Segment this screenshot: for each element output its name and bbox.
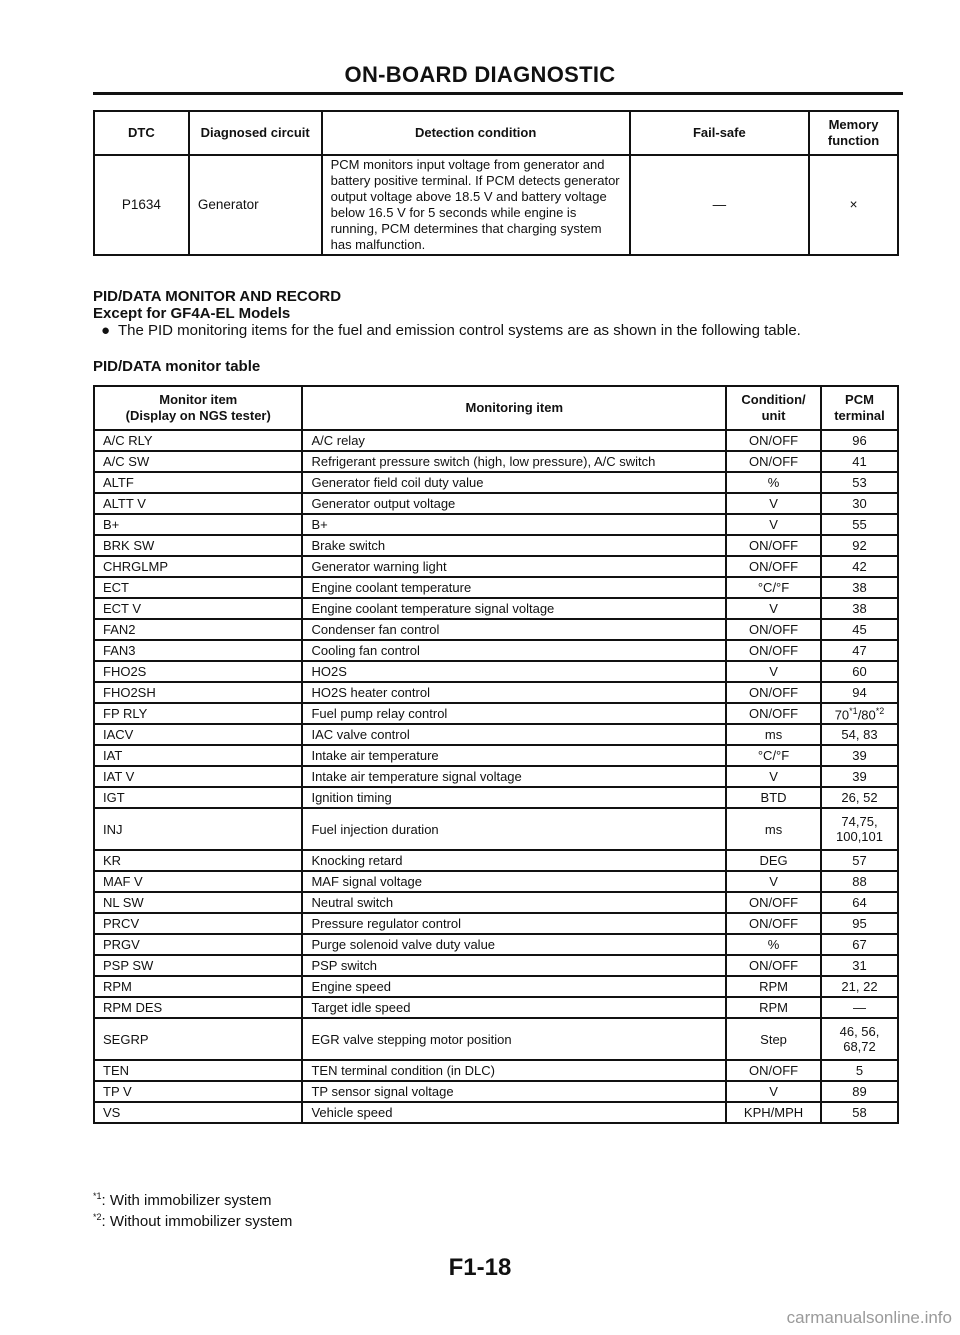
pid-header-pcm-line2: terminal xyxy=(834,408,885,423)
pid-header-condition xyxy=(726,386,821,430)
condition-unit-cell: ON/OFF xyxy=(726,556,821,577)
table-row xyxy=(94,472,898,493)
pcm-terminal-cell: 96 xyxy=(821,430,898,451)
table-caption: PID/DATA monitor table xyxy=(93,358,261,375)
watermark: carmanualsonline.info xyxy=(786,1308,952,1327)
monitor-item-cell: PSP SW xyxy=(94,955,302,976)
bullet-text: The PID monitoring items for the fuel and emission control systems are as shown in the following table. xyxy=(118,322,801,339)
condition-unit-cell: % xyxy=(726,934,821,955)
table-row xyxy=(94,682,898,703)
dtc-header-circuit: Diagnosed circuit xyxy=(189,111,322,155)
dtc-code: P1634 xyxy=(94,155,189,255)
monitoring-item-cell: IAC valve control xyxy=(302,724,726,745)
monitor-item-cell: FHO2SH xyxy=(94,682,302,703)
pcm-terminal-cell: 67 xyxy=(821,934,898,955)
condition-unit-cell: % xyxy=(726,472,821,493)
monitor-item-cell: FHO2S xyxy=(94,661,302,682)
monitor-item-cell: KR xyxy=(94,850,302,871)
bullet-icon: ● xyxy=(101,322,111,339)
monitor-item-cell: IGT xyxy=(94,787,302,808)
table-row xyxy=(94,1102,898,1123)
monitor-item-cell: A/C SW xyxy=(94,451,302,472)
monitoring-item-cell: Intake air temperature xyxy=(302,745,726,766)
dtc-condition: PCM monitors input voltage from generator and battery positive terminal. If PCM detects generator output voltage above 18.5 V and battery voltage below 16.5 V for 5 seconds while engine is running, PCM determines that charging system has malfunction. xyxy=(322,155,630,255)
page-title: ON-BOARD DIAGNOSTIC xyxy=(344,62,616,87)
monitor-item-cell: BRK SW xyxy=(94,535,302,556)
condition-unit-cell: ON/OFF xyxy=(726,955,821,976)
monitoring-item-cell: Condenser fan control xyxy=(302,619,726,640)
pcm-terminal-cell: 55 xyxy=(821,514,898,535)
monitoring-item-cell: Generator field coil duty value xyxy=(302,472,726,493)
monitoring-item-cell: A/C relay xyxy=(302,430,726,451)
table-row xyxy=(94,619,898,640)
monitoring-item-cell: Engine coolant temperature signal voltage xyxy=(302,598,726,619)
pid-header-pcm xyxy=(821,386,898,430)
pid-table-body xyxy=(94,430,898,1123)
pcm-terminal-cell: 60 xyxy=(821,661,898,682)
monitoring-item-cell: HO2S heater control xyxy=(302,682,726,703)
pcm-terminal-cell: 21, 22 xyxy=(821,976,898,997)
condition-unit-cell: RPM xyxy=(726,997,821,1018)
condition-unit-cell: ON/OFF xyxy=(726,1060,821,1081)
pid-header-monitor-item-line1: Monitor item xyxy=(159,392,238,407)
table-row xyxy=(94,661,898,682)
condition-unit-cell: ON/OFF xyxy=(726,451,821,472)
pcm-terminal-cell: 39 xyxy=(821,745,898,766)
pcm-terminal-line2: 68,72 xyxy=(843,1039,876,1054)
pcm-terminal-cell: 45 xyxy=(821,619,898,640)
condition-unit-cell: ON/OFF xyxy=(726,535,821,556)
monitor-item-cell: VS xyxy=(94,1102,302,1123)
footnote-2 xyxy=(93,1209,292,1230)
monitoring-item-cell: EGR valve stepping motor position xyxy=(302,1018,726,1060)
table-row xyxy=(94,745,898,766)
monitoring-item-cell: Brake switch xyxy=(302,535,726,556)
pcm-terminal-cell: 31 xyxy=(821,955,898,976)
monitor-item-cell: A/C RLY xyxy=(94,430,302,451)
monitor-item-cell: PRCV xyxy=(94,913,302,934)
monitor-item-cell: FAN2 xyxy=(94,619,302,640)
condition-unit-cell: RPM xyxy=(726,976,821,997)
pid-header-pcm-line1: PCM xyxy=(845,392,874,407)
pcm-terminal-line2: 100,101 xyxy=(836,829,883,844)
bullet-item xyxy=(101,322,801,339)
table-row xyxy=(94,850,898,871)
monitoring-item-cell: TP sensor signal voltage xyxy=(302,1081,726,1102)
pcm-terminal-cell: 38 xyxy=(821,577,898,598)
monitoring-item-cell: Engine coolant temperature xyxy=(302,577,726,598)
dtc-failsafe: — xyxy=(630,155,809,255)
monitoring-item-cell: Ignition timing xyxy=(302,787,726,808)
condition-unit-cell: DEG xyxy=(726,850,821,871)
title-rule xyxy=(93,92,903,95)
condition-unit-cell: V xyxy=(726,1081,821,1102)
pid-header-row xyxy=(94,386,898,430)
condition-unit-cell: ON/OFF xyxy=(726,682,821,703)
monitoring-item-cell: Neutral switch xyxy=(302,892,726,913)
monitor-item-cell: MAF V xyxy=(94,871,302,892)
pcm-terminal-cell: 39 xyxy=(821,766,898,787)
dtc-header-dtc: DTC xyxy=(94,111,189,155)
footnote-1 xyxy=(93,1188,292,1209)
pid-header-condition-line1: Condition/ xyxy=(741,392,806,407)
table-row xyxy=(94,430,898,451)
condition-unit-cell: ms xyxy=(726,808,821,850)
pcm-terminal-cell: 88 xyxy=(821,871,898,892)
table-row xyxy=(94,871,898,892)
pcm-terminal-cell: 26, 52 xyxy=(821,787,898,808)
table-row xyxy=(94,787,898,808)
monitoring-item-cell: PSP switch xyxy=(302,955,726,976)
pcm-terminal-cell: 42 xyxy=(821,556,898,577)
condition-unit-cell: ON/OFF xyxy=(726,640,821,661)
monitor-item-cell: SEGRP xyxy=(94,1018,302,1060)
table-row xyxy=(94,934,898,955)
condition-unit-cell: ms xyxy=(726,724,821,745)
table-row xyxy=(94,598,898,619)
monitor-item-cell: B+ xyxy=(94,514,302,535)
table-row xyxy=(94,493,898,514)
monitor-item-cell: TEN xyxy=(94,1060,302,1081)
pcm-terminal-cell: 30 xyxy=(821,493,898,514)
table-row xyxy=(94,1060,898,1081)
monitoring-item-cell: Generator warning light xyxy=(302,556,726,577)
pid-header-condition-line2: unit xyxy=(761,408,786,423)
condition-unit-cell: V xyxy=(726,661,821,682)
pcm-terminal-cell: 89 xyxy=(821,1081,898,1102)
condition-unit-cell: ON/OFF xyxy=(726,703,821,724)
pcm-terminal-cell: 41 xyxy=(821,451,898,472)
condition-unit-cell: BTD xyxy=(726,787,821,808)
monitor-item-cell: ALTT V xyxy=(94,493,302,514)
pcm-terminal-cell: 53 xyxy=(821,472,898,493)
section-heading: PID/DATA MONITOR AND RECORD xyxy=(93,288,342,305)
pcm-terminal-cell: 5 xyxy=(821,1060,898,1081)
footnote-2-text: : Without immobilizer system xyxy=(101,1213,293,1230)
pid-header-monitor-item-line2: (Display on NGS tester) xyxy=(125,408,271,423)
condition-unit-cell: °C/°F xyxy=(726,577,821,598)
pcm-terminal-cell xyxy=(821,1018,898,1060)
table-row xyxy=(94,640,898,661)
monitoring-item-cell: Generator output voltage xyxy=(302,493,726,514)
pcm-terminal-cell: 94 xyxy=(821,682,898,703)
monitor-item-cell: NL SW xyxy=(94,892,302,913)
monitor-item-cell: INJ xyxy=(94,808,302,850)
pcm-terminal-cell: — xyxy=(821,997,898,1018)
pcm-terminal-cell: 64 xyxy=(821,892,898,913)
monitoring-item-cell: B+ xyxy=(302,514,726,535)
monitoring-item-cell: Vehicle speed xyxy=(302,1102,726,1123)
condition-unit-cell: ON/OFF xyxy=(726,892,821,913)
monitoring-item-cell: Pressure regulator control xyxy=(302,913,726,934)
condition-unit-cell: V xyxy=(726,514,821,535)
condition-unit-cell: V xyxy=(726,766,821,787)
condition-unit-cell: °C/°F xyxy=(726,745,821,766)
condition-unit-cell: V xyxy=(726,871,821,892)
table-row xyxy=(94,724,898,745)
monitor-item-cell: ECT V xyxy=(94,598,302,619)
page-number: F1-18 xyxy=(448,1254,512,1281)
monitor-item-cell: IAT V xyxy=(94,766,302,787)
monitoring-item-cell: Knocking retard xyxy=(302,850,726,871)
monitor-item-cell: RPM xyxy=(94,976,302,997)
footnote-1-text: : With immobilizer system xyxy=(101,1192,272,1209)
dtc-header-memory: Memory function xyxy=(809,111,898,155)
table-row xyxy=(94,451,898,472)
monitoring-item-cell: Purge solenoid valve duty value xyxy=(302,934,726,955)
monitor-item-cell: IACV xyxy=(94,724,302,745)
table-row xyxy=(94,955,898,976)
monitoring-item-cell: TEN terminal condition (in DLC) xyxy=(302,1060,726,1081)
dtc-row xyxy=(94,155,898,255)
table-row xyxy=(94,766,898,787)
condition-unit-cell: ON/OFF xyxy=(726,913,821,934)
table-row xyxy=(94,913,898,934)
condition-unit-cell: V xyxy=(726,493,821,514)
table-row xyxy=(94,703,898,724)
condition-unit-cell: ON/OFF xyxy=(726,619,821,640)
table-row xyxy=(94,808,898,850)
dtc-table xyxy=(93,110,899,256)
pcm-terminal-cell: 54, 83 xyxy=(821,724,898,745)
monitoring-item-cell: HO2S xyxy=(302,661,726,682)
pcm-terminal-cell: 47 xyxy=(821,640,898,661)
pcm-terminal-cell: 57 xyxy=(821,850,898,871)
footnote-1-mark: *1 xyxy=(93,1191,102,1201)
pid-header-monitor-item xyxy=(94,386,302,430)
table-row xyxy=(94,535,898,556)
monitor-item-cell: PRGV xyxy=(94,934,302,955)
dtc-header-row xyxy=(94,111,898,155)
footnotes xyxy=(93,1188,292,1230)
pcm-terminal-cell: 70$^{*1}$/80$^{*2}$ xyxy=(821,703,898,724)
table-row xyxy=(94,892,898,913)
monitor-item-cell: FAN3 xyxy=(94,640,302,661)
table-row xyxy=(94,514,898,535)
monitor-item-cell: FP RLY xyxy=(94,703,302,724)
monitor-item-cell: IAT xyxy=(94,745,302,766)
table-row xyxy=(94,976,898,997)
monitoring-item-cell: Engine speed xyxy=(302,976,726,997)
monitor-item-cell: ALTF xyxy=(94,472,302,493)
pcm-terminal-cell: 58 xyxy=(821,1102,898,1123)
condition-unit-cell: V xyxy=(726,598,821,619)
monitoring-item-cell: Intake air temperature signal voltage xyxy=(302,766,726,787)
monitoring-item-cell: MAF signal voltage xyxy=(302,871,726,892)
condition-unit-cell: ON/OFF xyxy=(726,430,821,451)
monitoring-item-cell: Fuel pump relay control xyxy=(302,703,726,724)
monitor-item-cell: RPM DES xyxy=(94,997,302,1018)
monitoring-item-cell: Refrigerant pressure switch (high, low pressure), A/C switch xyxy=(302,451,726,472)
monitoring-item-cell: Cooling fan control xyxy=(302,640,726,661)
monitoring-item-cell: Target idle speed xyxy=(302,997,726,1018)
pcm-terminal-cell: 95 xyxy=(821,913,898,934)
dtc-header-condition: Detection condition xyxy=(322,111,630,155)
monitoring-item-cell: Fuel injection duration xyxy=(302,808,726,850)
pcm-terminal-cell: 92 xyxy=(821,535,898,556)
pcm-terminal-line1: 46, 56, xyxy=(839,1024,880,1039)
dtc-circuit: Generator xyxy=(189,155,322,255)
pcm-terminal-cell: 38 xyxy=(821,598,898,619)
table-row xyxy=(94,577,898,598)
table-row xyxy=(94,997,898,1018)
pid-header-monitoring-item: Monitoring item xyxy=(302,386,726,430)
table-row xyxy=(94,1081,898,1102)
dtc-header-failsafe: Fail-safe xyxy=(630,111,809,155)
table-row xyxy=(94,1018,898,1060)
pid-table xyxy=(93,385,899,1124)
condition-unit-cell: KPH/MPH xyxy=(726,1102,821,1123)
subheading: Except for GF4A-EL Models xyxy=(93,305,291,322)
monitor-item-cell: TP V xyxy=(94,1081,302,1102)
monitor-item-cell: ECT xyxy=(94,577,302,598)
condition-unit-cell: Step xyxy=(726,1018,821,1060)
pcm-terminal-cell xyxy=(821,808,898,850)
dtc-memory: × xyxy=(809,155,898,255)
footnote-2-mark: *2 xyxy=(93,1212,102,1222)
table-row xyxy=(94,556,898,577)
monitor-item-cell: CHRGLMP xyxy=(94,556,302,577)
pcm-terminal-line1: 74,75, xyxy=(841,814,878,829)
